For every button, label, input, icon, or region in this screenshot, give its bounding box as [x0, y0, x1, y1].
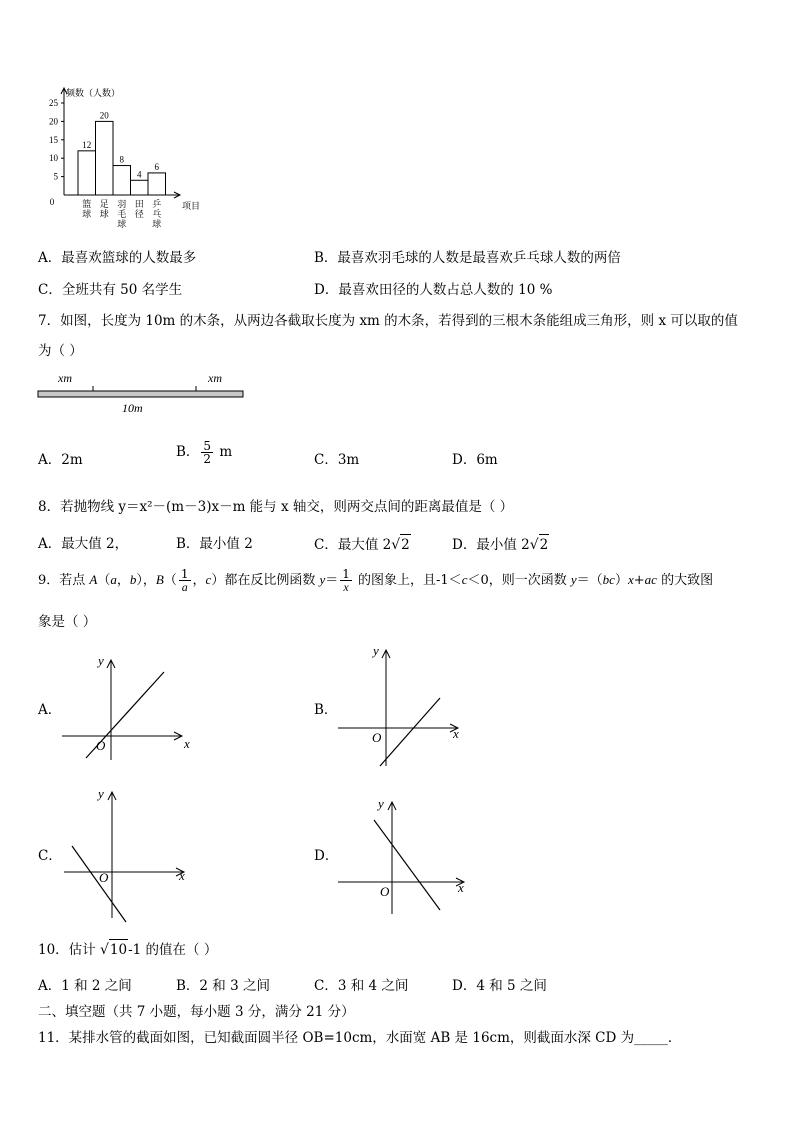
- chart-category-label: 羽: [117, 199, 127, 209]
- q6-option-d: D．最喜欢田径的人数占总人数的 10 %: [314, 282, 553, 298]
- chart-y-tick-label: 5: [53, 171, 58, 182]
- chart-y-label: 频数（人数）: [66, 88, 121, 98]
- q7-stem-line1: 7．如图，长度为 10m 的木条，从两边各截取长度为 xm 的木条，若得到的三根木条能组成三角形，则 x 可以取的值: [38, 313, 738, 329]
- q7-option-c: C．3m: [314, 452, 360, 468]
- chart-y-tick-label: 20: [49, 116, 58, 127]
- q10-stem: 10．估计 √10-1 的值在（ ）: [38, 939, 217, 960]
- q6-option-c: C．全班共有 50 名学生: [38, 282, 183, 298]
- chart-category-label: 乓: [152, 209, 162, 219]
- q7-label-total: 10m: [122, 401, 143, 415]
- q9-option-c-label: C．: [38, 848, 62, 864]
- q7-stick-figure: [36, 368, 248, 418]
- q7-label-left: xm: [58, 371, 72, 385]
- q9-option-a-label: A．: [38, 702, 62, 718]
- chart-category-label: 毛: [117, 209, 127, 219]
- q9-fraction-2: $\frac{1}{x}$: [342, 567, 350, 594]
- q7-label-right: xm: [208, 371, 222, 385]
- chart-bar: [78, 151, 96, 195]
- q9-graph-a: [58, 650, 198, 765]
- q9-stem-line2: 象是（ ）: [38, 614, 97, 630]
- q7-option-b: B． $\frac{5}{2}$ m: [176, 439, 233, 466]
- q9-option-b-label: B．: [314, 702, 338, 718]
- q7-option-a: A．2m: [38, 452, 83, 468]
- q6-option-b: B．最喜欢羽毛球的人数是最喜欢乒乓球人数的两倍: [314, 250, 621, 266]
- q9-graph-c: [62, 786, 202, 926]
- q10-option-c: C．3 和 4 之间: [314, 978, 409, 994]
- chart-bar: [148, 173, 166, 195]
- chart-y-tick-label: 15: [49, 134, 58, 145]
- chart-category-label: 足: [99, 199, 109, 209]
- svg-text:O: O: [372, 730, 382, 745]
- svg-text:y: y: [98, 786, 104, 801]
- q9-graph-b: [336, 642, 476, 772]
- chart-category-label: 乒: [152, 199, 162, 209]
- chart-labels: [49, 87, 200, 229]
- chart-category-label: 篮: [82, 199, 92, 209]
- svg-text:O: O: [380, 884, 390, 899]
- chart-category-label: 径: [134, 209, 144, 219]
- svg-text:x: x: [458, 880, 464, 895]
- svg-text:x: x: [453, 726, 459, 741]
- chart-category-label: 球: [117, 219, 127, 229]
- q7-fraction: $\frac{5}{2}$: [203, 439, 212, 466]
- svg-text:y: y: [373, 643, 379, 658]
- svg-text:x: x: [179, 868, 185, 883]
- chart-bar: [131, 180, 149, 195]
- graph-origin-label: O: [96, 738, 106, 753]
- chart-category-label: 球: [99, 209, 109, 219]
- graph-y-label: y: [98, 653, 104, 668]
- svg-text:y: y: [378, 796, 384, 811]
- q9-stem-line1: 9．若点 A（a，b），B（ $\frac{1}{a}$ ，c）都在反比例函数 y＝ $\frac{1}{x}$ 的图象上，且-1＜c＜0，则一次函数 y＝（bc）x+ac 的大致图: [38, 567, 714, 594]
- q7-stick: [38, 391, 243, 397]
- q8-stem: 8．若抛物线 y＝x²－(m－3)x－m 能与 x 轴交，则两交点间的距离最值是（ ）: [38, 499, 514, 515]
- chart-y-tick-label: 25: [49, 98, 58, 108]
- q10-option-d: D．4 和 5 之间: [452, 978, 547, 994]
- q10-option-a: A．1 和 2 之间: [38, 978, 132, 994]
- q9-graph-d: [336, 794, 476, 919]
- q8-option-c: C．最大值 2√2: [314, 534, 411, 555]
- chart-bar-value-label: 8: [119, 154, 124, 165]
- q10-option-b: B．2 和 3 之间: [176, 978, 270, 994]
- chart-x-label: 项目: [182, 201, 201, 211]
- chart-category-label: 田: [134, 199, 144, 209]
- chart-y-tick-label: 10: [49, 153, 58, 164]
- chart-bar: [113, 166, 131, 195]
- chart-bar-value-label: 6: [154, 161, 159, 172]
- q6-option-a: A．最喜欢篮球的人数最多: [38, 250, 197, 266]
- chart-category-label: 球: [152, 219, 162, 229]
- chart-bar-value-label: 20: [99, 110, 109, 121]
- q9-fraction-1: $\frac{1}{a}$: [180, 567, 189, 594]
- chart-bar-value-label: 4: [137, 169, 142, 180]
- chart-y-tick-label: 0: [49, 197, 55, 207]
- section-2-heading: 二、填空题（共 7 小题，每小题 3 分，满分 21 分）: [38, 1004, 355, 1020]
- graph-x-label: x: [184, 736, 190, 751]
- q9-option-d-label: D．: [314, 848, 339, 864]
- chart-bar: [96, 121, 114, 195]
- q8-option-d: D．最小值 2√2: [452, 534, 549, 555]
- q7-stem-line2: 为（ ）: [38, 343, 83, 359]
- q8-option-a: A．最大值 2，: [38, 536, 129, 552]
- bar-chart: [30, 80, 230, 240]
- q7-option-d: D．6m: [452, 452, 498, 468]
- svg-text:O: O: [99, 870, 109, 885]
- chart-bar-value-label: 12: [82, 139, 92, 150]
- q9-graph-b-line: [380, 698, 440, 766]
- chart-category-label: 球: [82, 209, 92, 219]
- q8-option-b: B．最小值 2: [176, 536, 253, 552]
- q11-stem: 11．某排水管的截面如图，已知截面圆半径 OB=10cm，水面宽 AB 是 16cm，则截面水深 CD 为_____．: [38, 1030, 682, 1046]
